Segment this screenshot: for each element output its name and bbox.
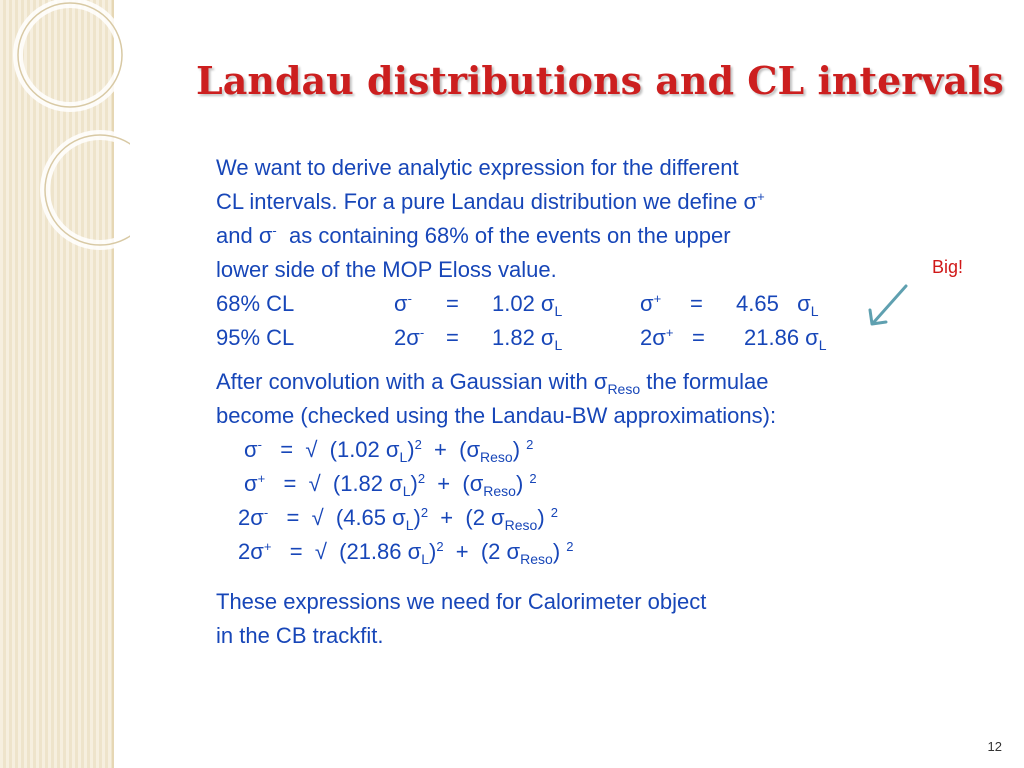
text-line — [216, 151, 976, 185]
subscript: Reso — [480, 449, 513, 465]
annotation-label: Big! — [932, 257, 964, 277]
text-span: 21.86 σ — [744, 325, 819, 350]
annotation-arrow-icon — [862, 280, 914, 332]
text-line — [216, 185, 976, 219]
formula-line: 2σ+ = √ (21.86 $\sigma_L)^2 + (2$ $\sigma_{Reso}$) $^2$ — [238, 539, 574, 567]
text-span: 2σ — [394, 325, 420, 350]
value — [492, 287, 562, 321]
text-line — [216, 585, 976, 619]
text-span: the formulae — [640, 369, 769, 394]
formula-line: σ+ = √ (1.82 $\sigma_L)^2 + (\sigma_{Reso})$ $^2$ — [244, 471, 537, 499]
value — [744, 321, 827, 355]
subscript: L — [421, 551, 429, 567]
formula-line: 2σ- = √ (4.65 $\sigma_L)^2 + (2$ $\sigma_{Reso}$) $^2$ — [238, 505, 559, 533]
text-span: We want to derive analytic expression for the different — [216, 155, 739, 180]
superscript: + — [257, 471, 266, 486]
formula-line: σ- = √ (1.02 $\sigma_L)^2 + (\sigma_{Reso})$ $^2$ — [244, 437, 534, 465]
subscript: Reso — [483, 483, 516, 499]
text-span: in the CB trackfit. — [216, 623, 384, 648]
text-span: σ — [394, 291, 408, 316]
text-line — [216, 399, 976, 433]
text-span: as containing 68% of the events on the upper — [288, 223, 731, 248]
equals: = — [446, 291, 459, 316]
text-line — [216, 219, 976, 253]
subscript: L — [402, 483, 411, 499]
text-span: + (σ — [421, 437, 481, 462]
decorative-rings — [0, 0, 130, 260]
subscript: Reso — [504, 517, 538, 533]
value — [736, 287, 819, 321]
sigma-plus — [640, 287, 661, 321]
cl-label: 95% CL — [216, 325, 295, 350]
text-line — [216, 365, 976, 399]
text-span: + (σ — [425, 471, 484, 496]
subscript: L — [399, 449, 408, 465]
subscript: L — [818, 337, 827, 353]
slide-body — [216, 151, 976, 653]
text-span: = √ (1.02 σ — [261, 437, 400, 462]
page-number: 12 — [987, 739, 1002, 754]
text-span: 4.65 σ — [736, 291, 811, 316]
equals: = — [692, 325, 705, 350]
value — [492, 321, 562, 355]
cl-label: 68% CL — [216, 291, 295, 316]
superscript: - — [419, 325, 425, 340]
text-span: become (checked using the Landau-BW approximations): — [216, 403, 777, 428]
text-span: CL intervals. For a pure Landau distribution we define σ — [216, 189, 758, 214]
text-span: σ — [640, 291, 654, 316]
text-span: σ — [244, 471, 258, 496]
text-line — [216, 619, 976, 653]
text-span: lower side of the MOP Eloss value. — [216, 257, 557, 282]
text-span: = √ (21.86 σ — [271, 539, 422, 564]
superscript: + — [263, 539, 272, 554]
superscript: - — [263, 505, 269, 520]
equals: = — [690, 291, 703, 316]
text-span: = √ (4.65 σ — [268, 505, 406, 530]
subscript: L — [405, 517, 414, 533]
text-span: σ — [244, 437, 258, 462]
slide-title: Landau distributions and CL intervals — [196, 58, 1004, 103]
subscript: L — [554, 303, 563, 319]
text-span: 2σ — [238, 505, 264, 530]
text-span: 2σ — [640, 325, 666, 350]
sigma-minus — [394, 287, 412, 321]
text-span: 2σ — [238, 539, 264, 564]
sigma-plus — [640, 321, 673, 355]
equals: = — [446, 325, 459, 350]
text-span: and σ — [216, 223, 273, 248]
text-span: 1.02 σ — [492, 291, 555, 316]
text-span: After convolution with a Gaussian with σ — [216, 369, 608, 394]
text-span: These expressions we need for Calorimeter object — [216, 589, 707, 614]
text-span: + (2 σ — [443, 539, 521, 564]
superscript: + — [757, 189, 765, 204]
subscript: L — [554, 337, 563, 353]
sigma-minus — [394, 321, 424, 355]
superscript: + — [665, 325, 674, 340]
subscript: Reso — [607, 381, 641, 397]
superscript: - — [272, 223, 277, 238]
superscript: + — [653, 291, 662, 306]
text-span: 1.82 σ — [492, 325, 555, 350]
subscript: Reso — [520, 551, 553, 567]
subscript: L — [810, 303, 819, 319]
superscript: - — [407, 291, 412, 306]
text-span: + (2 σ — [428, 505, 505, 530]
superscript: - — [257, 437, 262, 452]
text-span: = √ (1.82 σ — [265, 471, 403, 496]
